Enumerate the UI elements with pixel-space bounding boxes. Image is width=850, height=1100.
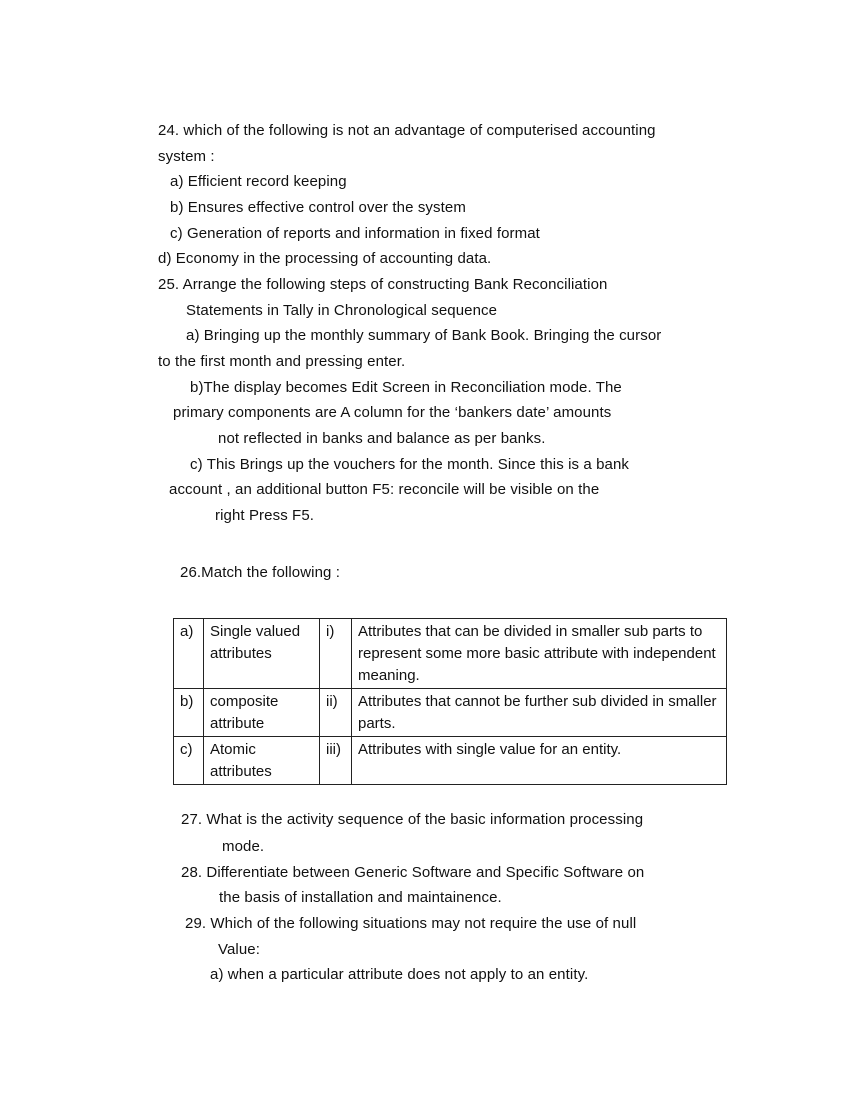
row-number: iii) <box>320 737 352 785</box>
question-25-step-a-cont: to the first month and pressing enter. <box>158 353 406 370</box>
question-25-stem: 25. Arrange the following steps of constructing Bank Reconciliation <box>158 276 608 293</box>
table-row <box>174 689 727 737</box>
question-25-step-c: c) This Brings up the vouchers for the month. Since this is a bank <box>190 456 630 473</box>
table-row <box>174 619 727 689</box>
row-label: a) <box>174 619 204 689</box>
question-26-stem: 26.Match the following : <box>180 564 340 581</box>
question-29-stem-cont: Value: <box>218 941 261 958</box>
question-29-stem: 29. Which of the following situations may not require the use of null <box>185 915 637 932</box>
row-item: composite attribute <box>204 689 320 737</box>
row-description: Attributes that cannot be further sub divided in smaller parts. <box>352 689 727 737</box>
question-25-step-b: b)The display becomes Edit Screen in Reconciliation mode. The <box>190 379 622 396</box>
row-number: i) <box>320 619 352 689</box>
table-row <box>174 737 727 785</box>
question-28-stem: 28. Differentiate between Generic Software and Specific Software on <box>181 864 645 881</box>
row-description: Attributes with single value for an entity. <box>352 737 727 785</box>
question-24-option-a: a) Efficient record keeping <box>170 173 347 190</box>
question-24-option-d: d) Economy in the processing of accounting data. <box>158 250 492 267</box>
row-label: b) <box>174 689 204 737</box>
question-24-option-b: b) Ensures effective control over the system <box>170 199 466 216</box>
row-item: Single valued attributes <box>204 619 320 689</box>
question-25-step-c-cont2: right Press F5. <box>215 507 315 524</box>
question-24-stem-cont: system : <box>158 148 215 165</box>
question-24-stem: 24. which of the following is not an advantage of computerised accounting <box>158 122 656 139</box>
question-29-option-a: a) when a particular attribute does not apply to an entity. <box>210 966 589 983</box>
question-25-stem-cont: Statements in Tally in Chronological sequence <box>186 302 498 319</box>
question-25-step-c-cont: account , an additional button F5: reconcile will be visible on the <box>169 481 600 498</box>
match-table <box>173 618 727 785</box>
question-25-step-b-cont: primary components are A column for the ‘bankers date’ amounts <box>173 404 612 421</box>
row-item: Atomic attributes <box>204 737 320 785</box>
question-24-option-c: c) Generation of reports and information in fixed format <box>170 225 540 242</box>
row-description: Attributes that can be divided in smaller sub parts to represent some more basic attribute with independent meaning. <box>352 619 727 689</box>
row-label: c) <box>174 737 204 785</box>
question-25-step-a: a) Bringing up the monthly summary of Bank Book. Bringing the cursor <box>186 327 662 344</box>
question-27-stem-cont: mode. <box>222 838 265 855</box>
row-number: ii) <box>320 689 352 737</box>
question-27-stem: 27. What is the activity sequence of the basic information processing <box>181 811 644 828</box>
question-28-stem-cont: the basis of installation and maintainence. <box>219 889 502 906</box>
question-25-step-b-cont2: not reflected in banks and balance as per banks. <box>218 430 546 447</box>
